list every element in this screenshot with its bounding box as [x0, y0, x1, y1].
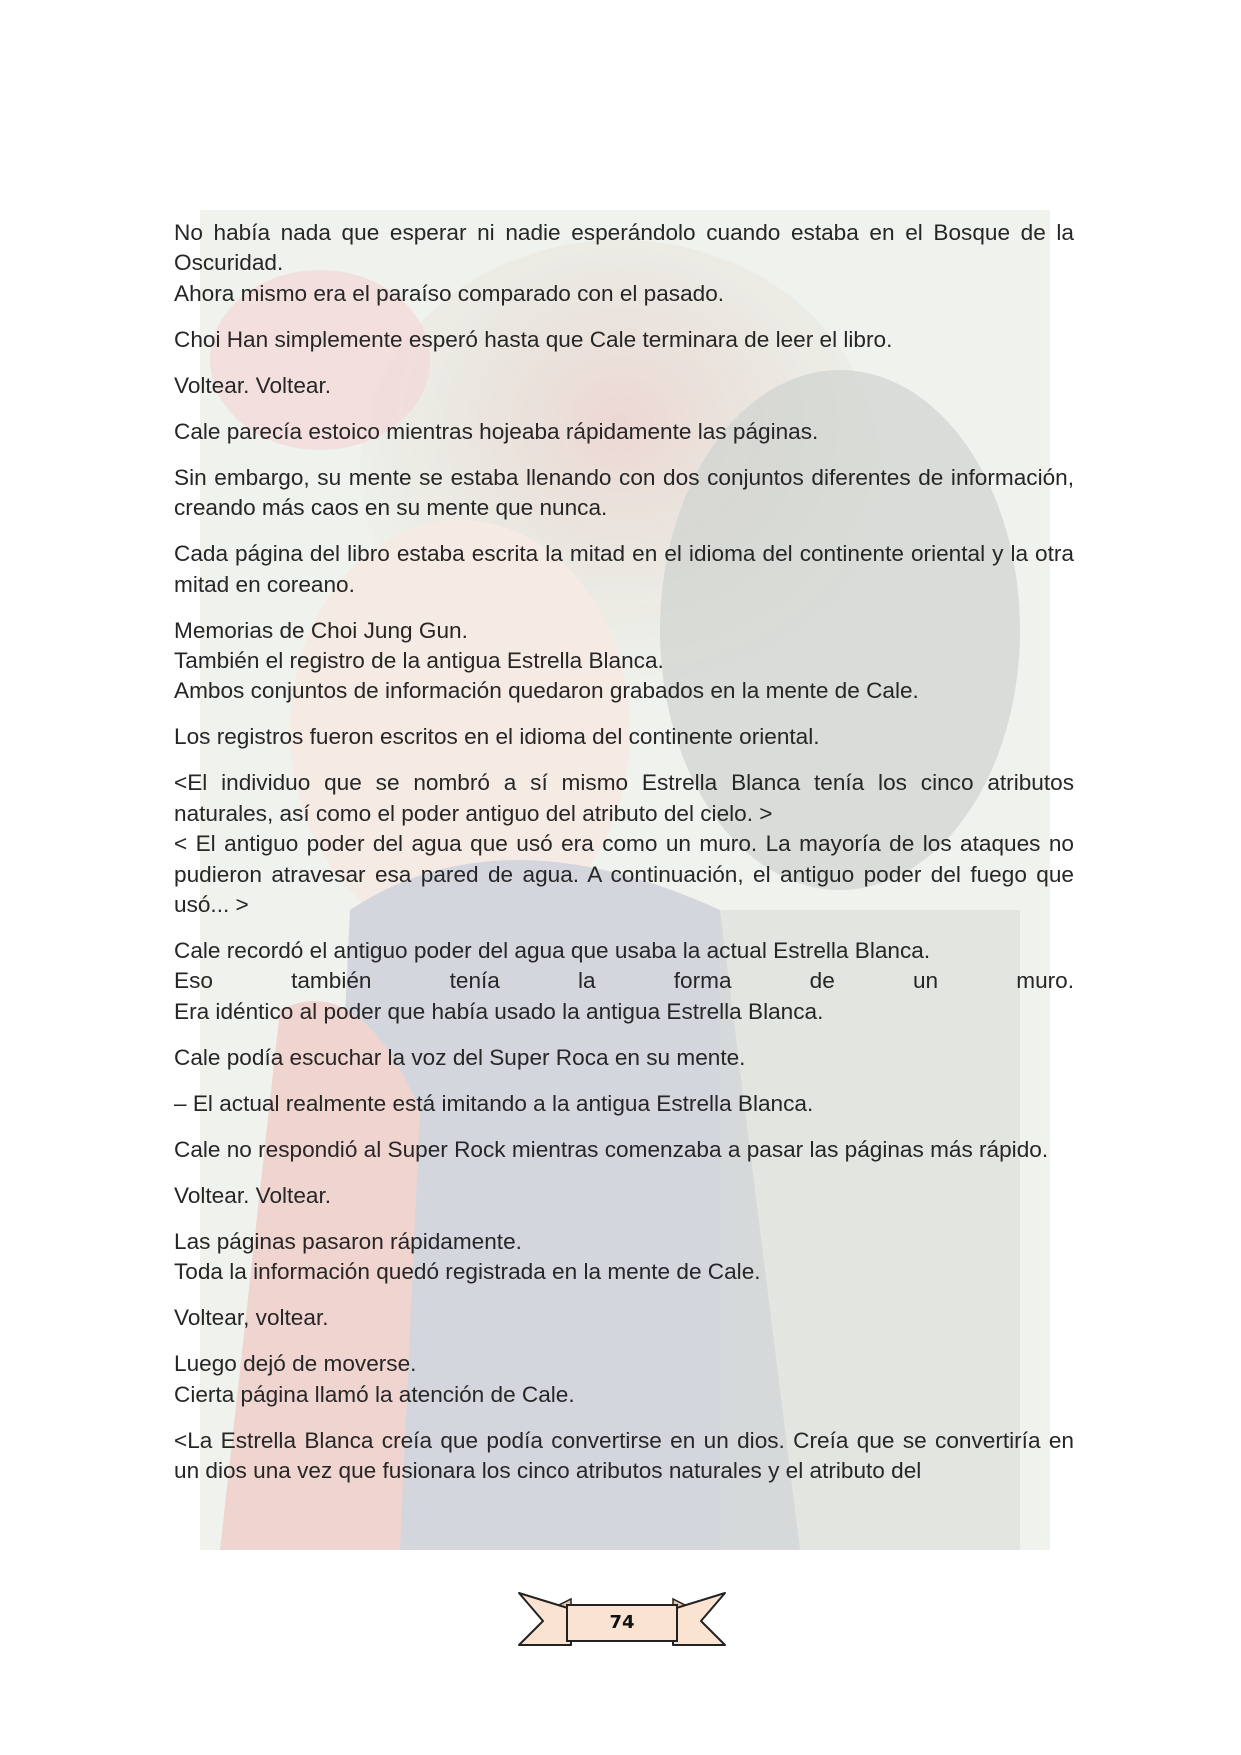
- text-line: Memorias de Choi Jung Gun.: [174, 617, 468, 643]
- text-line: No había nada que esperar ni nadie esperándolo cuando estaba en el Bosque de la Oscuridad.: [174, 220, 1074, 276]
- paragraph: [174, 1426, 1074, 1487]
- paragraph: [174, 1349, 1074, 1410]
- paragraph: [174, 417, 1074, 447]
- paragraph: [174, 371, 1074, 401]
- text-line: Voltear. Voltear.: [174, 1182, 332, 1208]
- text-line: <La Estrella Blanca creía que podía convertirse en un dios. Creía que se convertiría en un dios una vez que fusionara los cinco atributos naturales y el atributo del: [174, 1427, 1074, 1484]
- text-line: Los registros fueron escritos en el idioma del continente oriental.: [174, 724, 820, 750]
- text-line: Choi Han simplemente esperó hasta que Cale terminara de leer el libro.: [174, 326, 893, 352]
- text-line: Luego dejó de moverse.: [174, 1351, 417, 1377]
- text-line: Eso también tenía la forma de un muro.: [174, 968, 1074, 994]
- text-line: Ahora mismo era el paraíso comparado con el pasado.: [174, 280, 725, 306]
- paragraph: [174, 1303, 1074, 1333]
- text-line: Cada página del libro estaba escrita la mitad en el idioma del continente oriental y la otra mitad en coreano.: [174, 541, 1074, 597]
- paragraph: [174, 616, 1074, 707]
- text-line: Las páginas pasaron rápidamente.: [174, 1228, 522, 1254]
- text-line: Cale recordó el antiguo poder del agua que usaba la actual Estrella Blanca.: [174, 938, 931, 964]
- text-line: Sin embargo, su mente se estaba llenando con dos conjuntos diferentes de información, creando más caos en su mente que nunca.: [174, 464, 1074, 521]
- text-line: Cierta página llamó la atención de Cale.: [174, 1381, 575, 1407]
- paragraph: [174, 1227, 1074, 1288]
- paragraph: [174, 722, 1074, 752]
- page-number: 74: [609, 1612, 635, 1633]
- paragraph: [174, 1089, 1074, 1119]
- text-line: – El actual realmente está imitando a la antigua Estrella Blanca.: [174, 1090, 814, 1116]
- text-line: Toda la información quedó registrada en la mente de Cale.: [174, 1259, 761, 1285]
- paragraph: [174, 936, 1074, 1027]
- page-number-banner: [515, 1585, 729, 1657]
- paragraph: [174, 768, 1074, 920]
- text-line: < El antiguo poder del agua que usó era como un muro. La mayoría de los ataques no pudieron atravesar esa pared de agua. A continuación, el antiguo poder del fuego que usó... >: [174, 831, 1074, 918]
- body-text: [174, 218, 1074, 1502]
- paragraph: [174, 218, 1074, 309]
- text-line: Cale parecía estoico mientras hojeaba rápidamente las páginas.: [174, 418, 819, 444]
- text-line: Voltear, voltear.: [174, 1305, 329, 1331]
- paragraph: [174, 1181, 1074, 1211]
- text-line: Cale no respondió al Super Rock mientras comenzaba a pasar las páginas más rápido.: [174, 1136, 1049, 1162]
- text-line: Ambos conjuntos de información quedaron grabados en la mente de Cale.: [174, 678, 919, 704]
- text-line: <El individuo que se nombró a sí mismo Estrella Blanca tenía los cinco atributos naturales, así como el poder antiguo del atributo del cielo. >: [174, 770, 1074, 826]
- paragraph: [174, 463, 1074, 524]
- paragraph: [174, 325, 1074, 355]
- paragraph: [174, 539, 1074, 600]
- text-line: Voltear. Voltear.: [174, 372, 332, 398]
- text-line: También el registro de la antigua Estrella Blanca.: [174, 648, 664, 674]
- paragraph: [174, 1135, 1074, 1165]
- text-line: Era idéntico al poder que había usado la antigua Estrella Blanca.: [174, 998, 824, 1024]
- text-line: Cale podía escuchar la voz del Super Roca en su mente.: [174, 1044, 746, 1070]
- paragraph: [174, 1043, 1074, 1073]
